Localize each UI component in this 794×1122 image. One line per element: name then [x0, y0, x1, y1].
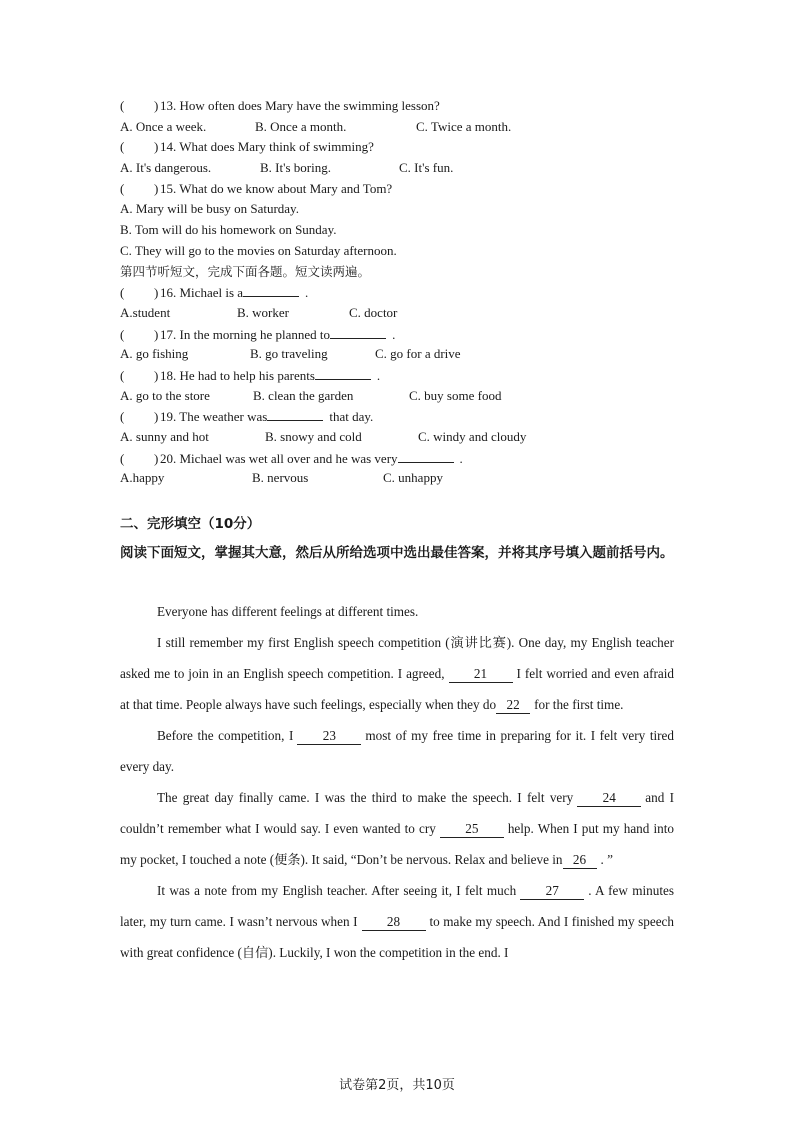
- section-instruction: 阅读下面短文，掌握其大意，然后从所给选项中选出最佳答案，并将其序号填入题前括号内。: [120, 545, 674, 561]
- paragraph-1: Everyone has different feelings at different times.: [157, 604, 419, 619]
- option-a[interactable]: A.happy: [120, 470, 165, 486]
- cloze-passage: [120, 596, 674, 968]
- option-c[interactable]: C. go for a drive: [375, 346, 461, 362]
- answer-blank[interactable]: [267, 406, 323, 421]
- option-c[interactable]: C. They will go to the movies on Saturday afternoon.: [120, 242, 397, 258]
- question-20: ( ) 20. Michael was wet all over and he was very .: [120, 448, 680, 469]
- option-b[interactable]: B. Once a month.: [255, 118, 347, 134]
- blank-22[interactable]: 22: [496, 697, 530, 714]
- question-20-options: [120, 468, 680, 489]
- option-a[interactable]: A. go fishing: [120, 346, 189, 362]
- blank-28[interactable]: 28: [362, 914, 426, 931]
- question-19-options: [120, 427, 680, 448]
- option-c[interactable]: C. Twice a month.: [416, 118, 512, 134]
- question-17-options: [120, 344, 680, 365]
- section-title: 二、完形填空（10分）: [120, 516, 261, 532]
- section4-heading: 第四节听短文，完成下面各题。短文读两遍。: [120, 263, 371, 279]
- option-b[interactable]: B. Tom will do his homework on Sunday.: [120, 222, 337, 238]
- question-13-options: [120, 117, 680, 138]
- paragraph-2: I still remember my first English speech competition (演讲比赛). One day, my English teacher asked me to join in an English speech competition. I agreed, 21 I felt worried and even afraid at that time. People always have such feelings, especially when they do 22 for the first time.: [120, 635, 674, 712]
- blank-24[interactable]: 24: [577, 790, 641, 807]
- question-16-options: [120, 303, 680, 324]
- option-c[interactable]: C. It's fun.: [399, 160, 454, 176]
- question-13: ( ) 13. How often does Mary have the swimming lesson?: [120, 98, 440, 113]
- option-b[interactable]: B. clean the garden: [253, 387, 354, 403]
- question-15: ( ) 15. What do we know about Mary and Tom?: [120, 180, 393, 196]
- answer-blank[interactable]: [330, 324, 386, 339]
- question-16: ( ) 16. Michael is a .: [120, 282, 680, 303]
- option-b[interactable]: B. worker: [237, 304, 289, 320]
- option-b[interactable]: B. nervous: [252, 470, 309, 486]
- question-19: ( ) 19. The weather was that day.: [120, 406, 680, 427]
- paragraph-3: Before the competition, I 23 most of my free time in preparing for it. I felt very tired every day.: [120, 728, 674, 774]
- answer-blank[interactable]: [243, 282, 299, 297]
- option-a[interactable]: A. Mary will be busy on Saturday.: [120, 201, 299, 217]
- question-17: ( ) 17. In the morning he planned to .: [120, 324, 680, 345]
- blank-27[interactable]: 27: [520, 883, 584, 900]
- question-14-options: [120, 158, 680, 179]
- option-a[interactable]: A.student: [120, 304, 171, 320]
- page-footer: 试卷第2页，共10页: [339, 1078, 455, 1093]
- option-a[interactable]: A. It's dangerous.: [120, 160, 212, 176]
- option-c[interactable]: C. buy some food: [409, 387, 502, 403]
- option-c[interactable]: C. windy and cloudy: [418, 429, 527, 444]
- option-c[interactable]: C. doctor: [349, 304, 398, 320]
- question-18: ( ) 18. He had to help his parents .: [120, 365, 680, 386]
- option-c[interactable]: C. unhappy: [383, 470, 443, 486]
- listening-section: [120, 96, 680, 489]
- blank-25[interactable]: 25: [440, 821, 504, 838]
- paragraph-5: It was a note from my English teacher. After seeing it, I felt much 27 . A few minutes later, my turn came. I wasn’t nervous when I 28 to make my speech. And I finished my speech with great confidence (自信). Luckily, I won the competition in the end. I: [120, 883, 675, 960]
- blank-23[interactable]: 23: [297, 728, 361, 745]
- option-b[interactable]: B. snowy and cold: [265, 429, 362, 444]
- option-a[interactable]: A. go to the store: [120, 387, 210, 403]
- blank-26[interactable]: 26: [563, 852, 597, 869]
- option-b[interactable]: B. It's boring.: [260, 160, 331, 176]
- blank-21[interactable]: 21: [449, 666, 513, 683]
- option-a[interactable]: A. sunny and hot: [120, 429, 209, 444]
- option-a[interactable]: A. Once a week.: [120, 118, 207, 134]
- option-b[interactable]: B. go traveling: [250, 346, 328, 362]
- answer-blank[interactable]: [398, 448, 454, 463]
- question-14: ( ) 14. What does Mary think of swimming?: [120, 139, 374, 155]
- answer-blank[interactable]: [315, 365, 371, 380]
- question-18-options: [120, 386, 680, 407]
- paragraph-4: The great day finally came. I was the third to make the speech. I felt very 24 and I couldn’t remember what I would say. I even wanted to cry 25 help. When I put my hand into my pocket, I touched a note (便条). It said, “Don’t be nervous. Relax and believe in 26 . ”: [120, 790, 675, 867]
